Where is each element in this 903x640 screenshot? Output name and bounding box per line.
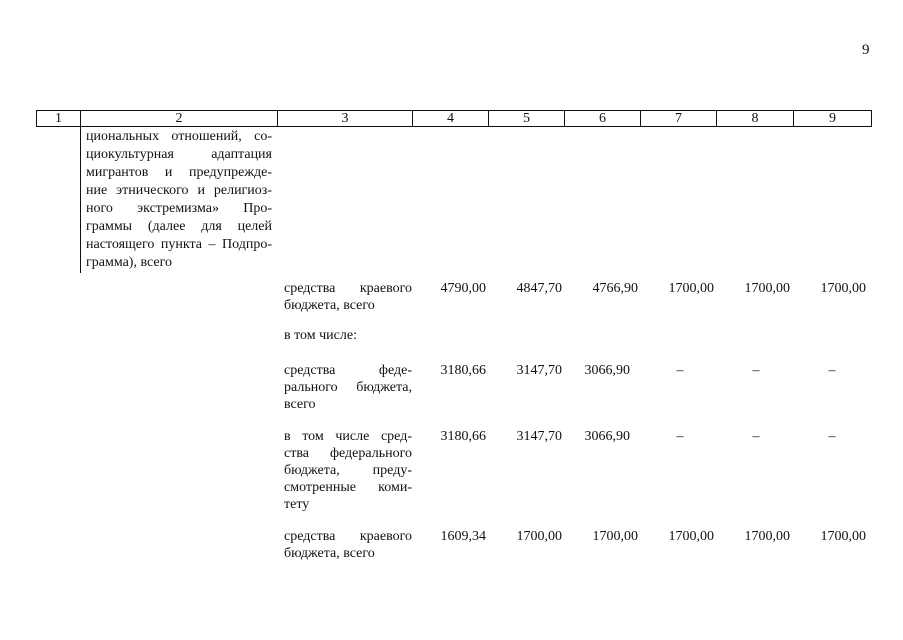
header-cell-8: 8 (717, 111, 794, 126)
value-col-4: 1609,34 (440, 529, 486, 544)
row-label (284, 280, 412, 314)
program-text-line: циональных отношений, со- (86, 129, 272, 144)
row-label-line: бюджета, всего (284, 298, 375, 313)
value-col-5: 3147,70 (516, 363, 562, 378)
value-col-8: 1700,00 (744, 529, 790, 544)
row-label-line: рального бюджета, (284, 380, 412, 395)
value-col-8: – (752, 429, 760, 444)
header-cell-9: 9 (829, 111, 836, 126)
row-label-line: всего (284, 397, 316, 412)
program-text-line: циокультурная адаптация (86, 147, 272, 162)
value-col-8: – (752, 363, 760, 378)
value-col-5: 4847,70 (516, 281, 562, 296)
row-label-line: тету (284, 497, 310, 512)
program-text-line: ние этнического и религиоз- (86, 183, 272, 198)
row-label (284, 528, 412, 562)
value-col-5: 3147,70 (516, 429, 562, 444)
value-col-4: 3180,66 (440, 429, 486, 444)
program-text-line: граммы (далее для целей (86, 219, 272, 234)
table-header-row (36, 110, 872, 127)
column-divider (80, 127, 81, 273)
header-cell-6: 6 (565, 111, 641, 126)
value-col-6: 3066,90 (584, 429, 630, 444)
row-label-line: бюджета, преду- (284, 463, 412, 478)
program-text-line: ного экстремизма» Про- (86, 201, 272, 216)
program-text-line: грамма), всего (86, 255, 172, 270)
header-cell-1: 1 (37, 111, 81, 126)
page-number: 9 (862, 42, 870, 58)
row-label (284, 327, 412, 344)
value-col-5: 1700,00 (516, 529, 562, 544)
header-cell-2: 2 (81, 111, 278, 126)
value-col-6: 3066,90 (584, 363, 630, 378)
row-label (284, 362, 412, 413)
row-label-line: смотренные коми- (284, 480, 412, 495)
value-col-9: – (828, 429, 836, 444)
value-col-7: 1700,00 (668, 281, 714, 296)
header-cell-3: 3 (278, 111, 413, 126)
value-col-4: 3180,66 (440, 363, 486, 378)
value-col-6: 4766,90 (592, 281, 638, 296)
value-col-7: 1700,00 (668, 529, 714, 544)
row-label-line: ства федерального (284, 446, 412, 461)
value-col-9: 1700,00 (820, 281, 866, 296)
value-col-8: 1700,00 (744, 281, 790, 296)
header-cell-7: 7 (641, 111, 717, 126)
header-cell-5: 5 (489, 111, 565, 126)
row-label-line: средства феде- (284, 363, 412, 378)
row-label-line: в том числе: (284, 328, 357, 343)
program-text-line: мигрантов и предупрежде- (86, 165, 272, 180)
program-name-text (86, 128, 272, 272)
row-label-line: средства краевого (284, 281, 412, 296)
row-label-line: бюджета, всего (284, 546, 375, 561)
value-col-6: 1700,00 (592, 529, 638, 544)
value-col-4: 4790,00 (440, 281, 486, 296)
row-label-line: средства краевого (284, 529, 412, 544)
value-col-9: 1700,00 (820, 529, 866, 544)
program-text-line: настоящего пункта – Подпро- (86, 237, 272, 252)
row-label-line: в том числе сред- (284, 429, 412, 444)
value-col-7: – (676, 429, 684, 444)
value-col-7: – (676, 363, 684, 378)
value-col-9: – (828, 363, 836, 378)
row-label (284, 428, 412, 513)
header-cell-4: 4 (413, 111, 489, 126)
